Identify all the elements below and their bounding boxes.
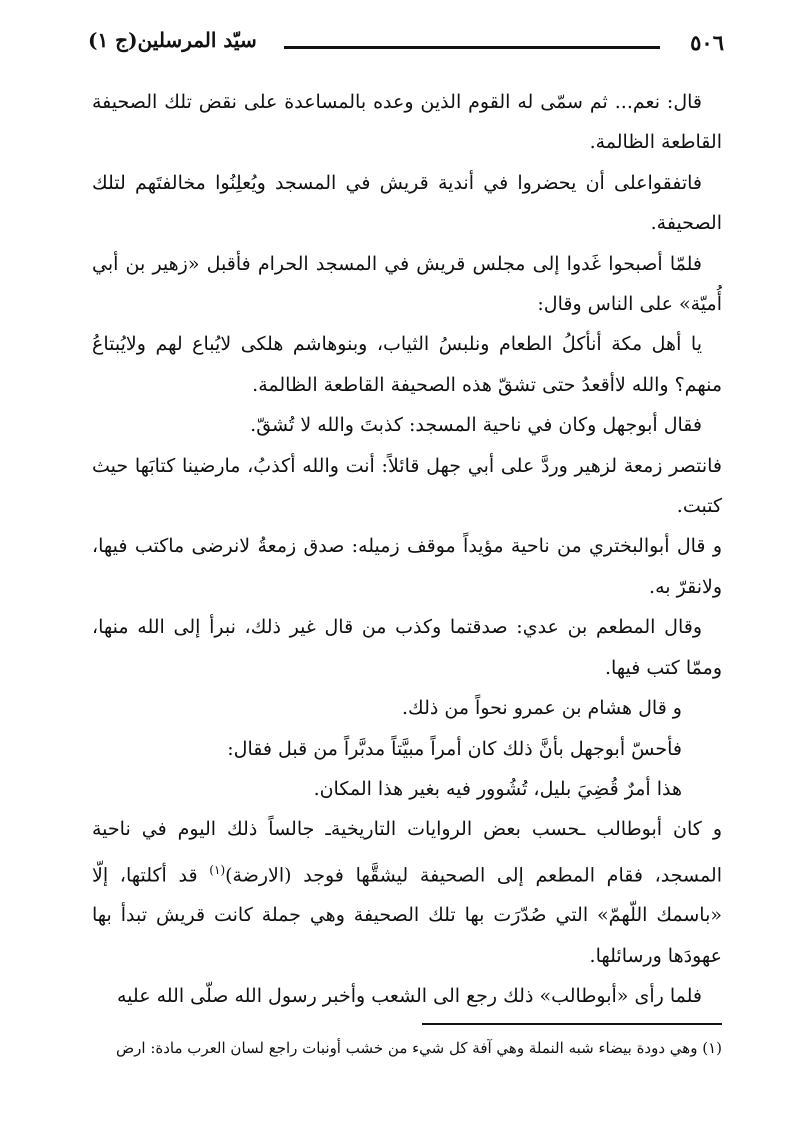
footnote: (١) وهي دودة بيضاء شبه النملة وهي آفة كل شيء من خشب أونبات راجع لسان العرب مادة: ارض <box>116 1039 722 1057</box>
paragraph-text: و كان أبوطالب ـحسب بعض الروايات التاريخيةـ جالساً ذلك اليوم في ناحية المسجد، فقام المطعم إلى الصحيفة ليشقَّها فوجد (الارضة) <box>92 818 722 887</box>
paragraph: فلمّا أصبحوا غَدوا إلى مجلس قريش في المسجد الحرام فأقبل «زهير بن أبي أُميّة» على الناس وقال: <box>92 252 722 316</box>
paragraph: قال: نعم... ثم سمّى له القوم الذين وعده بالمساعدة على نقض تلك الصحيفة القاطعة الظالمة. <box>92 91 722 154</box>
header-rule <box>284 46 660 49</box>
paragraph: فاتفقواعلى أن يحضروا في أندية قريش في المسجد ويُعلِنُوا مخالفتَهم لتلك الصحيفة. <box>92 171 722 235</box>
paragraph: يا أهل مكة أنأكلُ الطعام ونلبسُ الثياب، وبنوهاشم هلكى لايُباع لهم ولايُبتاعُ منهم؟ والله لاأقعدُ حتى تشقّ هذه الصحيفة القاطعة الظالمة. <box>92 333 722 396</box>
paragraph: هذا أمرٌ قُضِيَ بليل، تُشُوور فيه بغير هذا المكان. <box>313 777 682 800</box>
page-number: ٥٠٦ <box>690 30 724 55</box>
page-header <box>88 26 724 66</box>
paragraph: فقال أبوجهل وكان في ناحية المسجد: كذبتَ والله لا تُشقّ. <box>250 414 702 437</box>
paragraph-continuation: قد أكلتها، إلّا «باسمك اللّهمّ» التي صُدّرَت بها تلك الصحيفة وهي جملة كانت قريش تبدأ بها عهودَها ورسائلها. <box>92 864 722 967</box>
paragraph-with-footnote <box>92 809 722 976</box>
paragraph: وقال المطعم بن عدي: صدقتما وكذب من قال غير ذلك، نبرأ إلى الله منها، وممّا كتب فيها. <box>92 616 722 679</box>
paragraph: و قال هشام بن عمرو نحواً من ذلك. <box>402 697 682 720</box>
paragraph: فأحسّ أبوجهل بأنَّ ذلك كان أمراً مبيَّتاً مدبَّراً من قبل فقال: <box>227 737 682 760</box>
paragraph: فلما رأى «أبوطالب» ذلك رجع الى الشعب وأخبر رسول الله صلّى الله عليه <box>116 985 702 1008</box>
body-text <box>92 82 722 1017</box>
footnote-rule <box>422 1023 722 1025</box>
paragraph: و قال أبوالبختري من ناحية مؤيداً موقف زميله: صدق زمعةُ لانرضى ماكتب فيها، ولانقرّ به. <box>92 535 722 598</box>
paragraph: فانتصر زمعة لزهير وردَّ على أبي جهل قائلاً: أنت والله أكذبُ، مارضينا كتابَها حيث كتبت. <box>92 454 722 518</box>
footnote-marker: (١) <box>209 862 226 877</box>
book-title: سيّد المرسلين(ج ١) <box>88 28 257 52</box>
